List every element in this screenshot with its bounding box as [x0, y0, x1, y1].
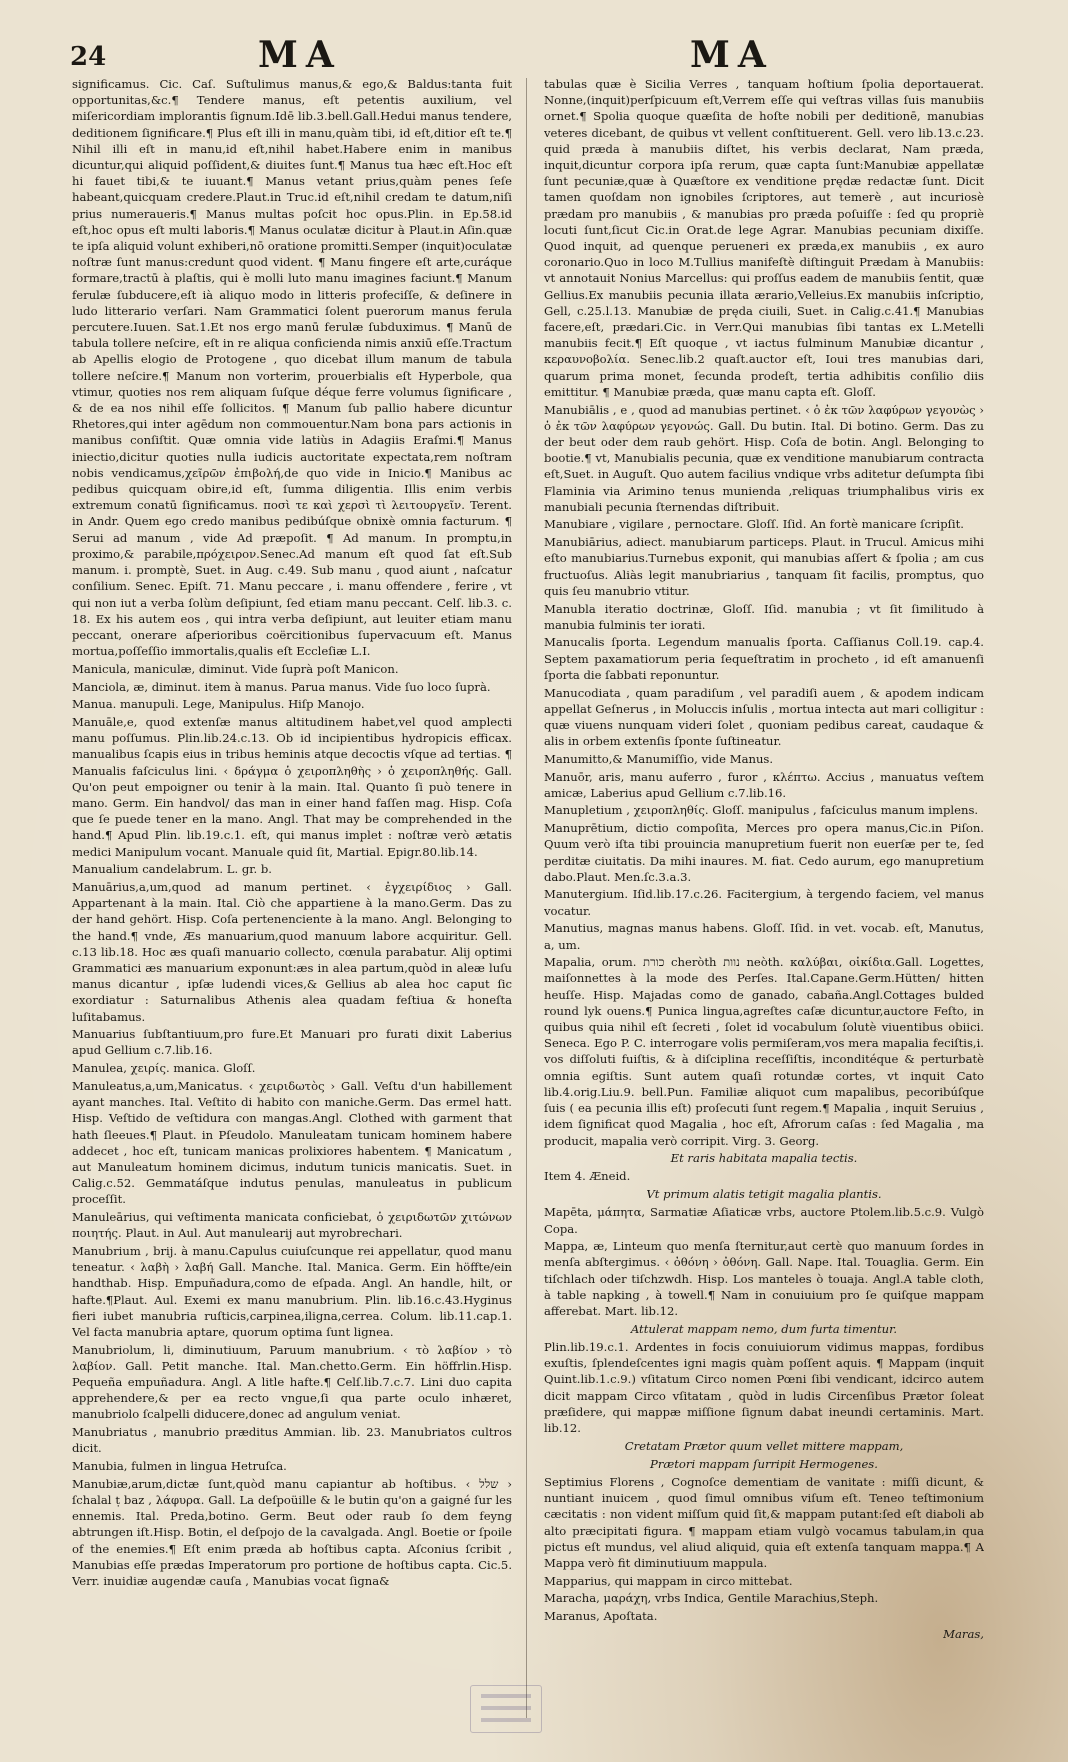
dictionary-entry: Manutius, magnas manus habens. Gloſſ. Iſid. in vet. vocab. eſt, Manutus, a, um.	[544, 921, 984, 952]
dictionary-entry: tabulas quæ è Sicilia Verres , tanquam hoſtium ſpolia deportauerat. Nonne,(inquit)perſpicuum eſt,Verrem eſſe qui veſtras villas ſuis manubiis ornet.¶ Spolia quoque quæſita de hoſte nobili per deditionē, manubias veteres dicebant, de quibus vt vellent conſtituerent. Gell. vero lib.13.c.23. quid præda à manubiis diſtet, his verbis declarat, Nam præda, inquit,dicuntur corpora ipſa rerum, quæ capta ſunt:Manubiæ appellatæ ſunt pecuniæ,quæ à Quæſtore ex venditione prędæ redactæ ſunt. Dicit tamen quoſdam non ignobiles ſcriptores, aut temerè , aut incuriosè prædam pro manubiis , & manubias pro præda poſuiſſe : ſed qu propriè locuti ſunt,ſicut Cic.in Orat.de lege Agrar. Manubias pecuniam dixiſſe. Quod inquit, ad quenque perueneri ex præda,ex manubiis , ex auro coronario.Quo in loco M.Tullius manifeſtè diſtinguit Prædam à Manubiis: vt annotauit Nonius Marcellus: qui proſſus eadem de manubiis ſentit, quæ Gellius.Ex manubiis pecunia illata ærario,Velleius.Ex manubiis inſcriptio, Gell, c.25.l.13. Manubiæ de pręda ciuili, Suet. in Calig.c.41.¶ Manubias facere,eſt, prædari.Cic. in Verr.Qui manubias ſibi tantas ex L.Metelli manubiis fecit.¶ Eſt quoque , vt iactus fulminum Manubiæ dicantur , κεραυνοβολία. Senec.lib.2 quaſt.auctor eſt, Ioui tres manubias dari, quarum prima monet, ſecunda prodeſt, tertia adhibitis conſilio diis emittitur. ¶ Manubiæ præda, quæ manu capta eſt. Gloſſ.	[544, 77, 984, 399]
dictionary-entry: Manumitto,& Manumiſſio, vide Manus.	[544, 751, 774, 766]
dictionary-entry: Mapalia, orum. כורת cheròth נוות neòth. καλύβαι, οἰκίδια.Gall. Logettes, maiſonnettes à la mode des Perſes. Ital.Capane.Germ.Hütten/ hitten heuſſe. Hisp. Majadas como de ganado, cabaña.Angl.Cottages bulded round lyk ouens.¶ Punica lingua,agreſtes caſæ dicuntur,auctore Feſto, in quibus quia nihil eſt ſecreti , ſolet id vocabulum ſolutè viuentibus obiici. Seneca. Ego P. C. interrogare volis permiſeram,vos mera mapalia feciſtis,i. vos diſſoluti fuiſtis, & à diſciplina receſſiſtis, inconditéque & perturbatè omnia egiſtis. Sunt autem quaſi rotundæ cortes, vt inquit Cato lib.4.orig.Liu.9. bell.Pun. Familiæ aliquot cum mapalibus, pecoribúſque ſuis ( ea pecunia illis eſt) proſecuti ſunt regem.¶ Mapalia , inquit Seruius , idem ſignificat quod Magalia , hoc eſt, Afrorum caſas : ſed Magalia , ma producit, mapalia verò corripit. Virg. 3. Georg.	[544, 955, 984, 1148]
dictionary-entry: Maracha, μαράχη, vrbs Indica, Gentile Marachius,Steph.	[544, 1591, 879, 1606]
library-stamp	[470, 1685, 542, 1733]
dictionary-entry: Manuōr, aris, manu auferro , furor , κλέπτω. Accius , manuatus veſtem amicæ, Laberius apud Gellium c.7.lib.16.	[544, 769, 984, 800]
dictionary-entry: Manubiare , vigilare , pernoctare. Gloſſ. Iſid. An fortè manicare ſcripſit.	[544, 517, 964, 532]
dictionary-entry: Maras,	[943, 1627, 984, 1642]
dictionary-entry: Manulea, χειρίς. manica. Gloſſ.	[72, 1061, 256, 1076]
dictionary-entry: Mappa, æ, Linteum quo menſa ſternitur,aut certè quo manuum ſordes in menſa abſtergimus. ‹ ὀθόνη › ὀθόνη. Gall. Nape. Ital. Touaglia. Germ. Ein tiſchlach oder tiſchzwdh. Hisp. Los manteles ò touaja. Angl.A table cloth, à table napking , à towell.¶ Nam in conuiuium pro ſe quiſque mappam afferebat. Mart. lib.12.	[544, 1239, 984, 1319]
dictionary-entry: Manuleārius, qui veſtimenta manicata conficiebat, ὁ χειριδωτῶν χιτώνων ποιητής. Plaut. in Aul. Aut manulearij aut myrobrechari.	[72, 1210, 512, 1241]
dictionary-entry: Manicula, maniculæ, diminut. Vide ſuprà poſt Manicon.	[72, 661, 399, 676]
dictionary-entry: Manutergium. Iſid.lib.17.c.26. Facitergium, à tergendo faciem, vel manus vocatur.	[544, 887, 984, 918]
dictionary-entry: Manuārius,a,um,quod ad manum pertinet. ‹ ἐγχειρίδιος › Gall. Appartenant à la main. Ital. Ciò che appartiene à la mano.Germ. Das zu der hand gehört. Hisp. Coſa pertenenciente à la mano. Angl. Belonging to the hand.¶ vnde, Æs manuarium,quod manuum labore acquiritur. Gell. c.13 lib.18. Hoc æs quaſi manuario collecto, cœnula parabatur. Alij optimi Grammatici æs manuarium exponunt:æs in alea partum,quòd in aleæ luſu manus dicantur , ipſæ ludendi vices,& Gellius ab alea hoc caput ſic exordiatur : Saturnalibus Athenis alea quadam feſtiua & honeſta luſitabamus.	[72, 879, 512, 1024]
dictionary-entry: Manucalis ſporta. Legendum manualis ſporta. Caſſianus Coll.19. cap.4. Septem paxamatiorum peria ſequeſtratim in procheto , id eſt amanuenſi ſporta die ſabbati reponuntur.	[544, 635, 984, 682]
dictionary-entry: Manubla iteratio doctrinæ, Gloſſ. Iſid. manubia ; vt ſit ſimilitudo à manubia fulminis ter iorati.	[544, 601, 984, 632]
column-divider	[526, 78, 527, 1718]
dictionary-entry: Manubiālis , e , quod ad manubias pertinet. ‹ ὁ ἐκ τῶν λαφύρων γεγονὼς › ὁ ἐκ τῶν λαφύρων γεγονώς. Gall. Du butin. Ital. Di botino. Germ. Das zu der beut oder dem raub gehört. Hisp. Coſa de botin. Angl. Belonging to bootie.¶ vt, Manubialis pecunia, quæ ex venditione manubiarum contracta eſt,Suet. in Auguſt. Quo autem facilius vndique vrbs aditetur deſumpta ſibi Flaminia via Arimino tenus munienda ,reliquas triumphalibus viris ex manubiali pecunia ſternendas diſtribuit.	[544, 402, 984, 514]
dictionary-entry: Cretatam Prætor quum vellet mittere mappam,	[624, 1438, 904, 1453]
dictionary-entry: Manciola, æ, diminut. item à manus. Parua manus. Vide ſuo loco ſuprà.	[72, 679, 491, 694]
dictionary-entry: Mapēta, μάπητα, Sarmatiæ Aſiaticæ vrbs, auctore Ptolem.lib.5.c.9. Vulgò Copa.	[544, 1205, 984, 1236]
dictionary-entry: Manubriatus , manubrio præditus Ammian. lib. 23. Manubriatos cultros dicit.	[72, 1425, 512, 1456]
dictionary-entry: Manubiārius, adiect. manubiarum particeps. Plaut. in Trucul. Amicus mihi eſto manubiarius.Turnebus exponit, qui manubias aſſert & ſpolia ; am cus fructuoſus. Aliàs legit manubriarius , tanquam ſit facilis, promptus, quo quis ſeu manubrio vtitur.	[544, 535, 984, 598]
dictionary-entry: Manubriolum, li, diminutiuum, Paruum manubrium. ‹ τὸ λαβίον › τὸ λαβίον. Gall. Petit manche. Ital. Man.chetto.Germ. Ein höffrlin.Hisp. Pequeña empuñadura. Angl. A litle hafte.¶ Celſ.lib.7.c.7. Lini duo capita apprehendere,& per ea recto vngue,ſi qua parte oculo inhæret, manubriolo ſcalpelli diducere,donec ad angulum veniat.	[72, 1342, 512, 1422]
dictionary-entry: Item 4. Æneid.	[544, 1169, 631, 1184]
dictionary-entry: Septimius Florens , Cognoſce dementiam de vanitate : miſſi dicunt, & nuntiant inuicem , quod ſimul omnibus viſum eſt. Teneo teſtimonium cæcitatis : non vident miſſum quid ſit,& mappam putant:ſed eſt diaboli ab alto præcipitati figura. ¶ mappam etiam vulgò vocamus tabulam,in qua pictus eſt mundus, vel aliud aliquid, quia eſt extenſa tanquam mappa.¶ A Mappa verò fit diminutiuum mappula.	[544, 1475, 984, 1571]
dictionary-entry: Manualium candelabrum. L. gr. b.	[72, 862, 272, 877]
dictionary-entry: Manuāle,e, quod extenſæ manus altitudinem habet,vel quod amplecti manu poſſumus. Plin.lib.24.c.13. Ob id incipientibus hydropicis efficax. manualibus ſcapis eius in tribus heminis atque decoctis vſque ad tertias. ¶ Manualis faſciculus lini. ‹ δράγμα ὁ χειροπληθὴς › ὁ χειροπληθής. Gall. Qu'on peut empoigner ou tenir à la main. Ital. Quanto ſi può tenere in mano. Germ. Ein handvol/ das man in einer hand faſſen mag. Hisp. Coſa que ſe puede tener en la mano. Angl. That may be comprehended in the hand.¶ Apud Plin. lib.19.c.1. eſt, qui manus implet : noſtræ verò ætatis medici Manipulum vocant. Manuale quid ſit, Martial. Epigr.80.lib.14.	[72, 714, 512, 859]
dictionary-entry: Et raris habitata mapalia tectis.	[670, 1151, 858, 1166]
dictionary-entry: Manucodiata , quam paradiſum , vel paradiſi auem , & apodem indicam appellat Geſnerus , in Moluccis inſulis , mortua intecta aut mari colligitur : quæ viuens nunquam videri ſolet , quoniam pedibus careat, caudaque & alis in orbem extenſis ſponte ſuſtineatur.	[544, 685, 984, 749]
running-head-left: MA	[258, 34, 342, 76]
dictionary-entry: Manuarius ſubſtantiuum,pro fure.Et Manuari pro furati dixit Laberius apud Gellium c.7.lib.16.	[72, 1027, 512, 1058]
right-column	[544, 76, 984, 1736]
dictionary-entry: Manubia, fulmen in lingua Hetruſca.	[72, 1459, 287, 1474]
dictionary-entry: Mapparius, qui mappam in circo mittebat.	[544, 1573, 793, 1588]
dictionary-entry: Vt primum alatis tetigit magalia plantis.	[646, 1187, 882, 1202]
dictionary-entry: Manupletium , χειροπληθίς. Gloſſ. manipulus , faſciculus manum implens.	[544, 803, 979, 818]
dictionary-entry: Prætori mappam ſurripit Hermogenes.	[650, 1456, 878, 1471]
running-head-right: MA	[690, 34, 774, 76]
dictionary-entry: Attulerat mappam nemo, dum furta timentur.	[630, 1321, 898, 1336]
dictionary-entry: Manubiæ,arum,dictæ ſunt,quòd manu capiantur ab hoſtibus. ‹ שלל › ſchalal ṭ baz , λάφυρα. Gall. La deſpoüille & le butin qu'on a gaigné ſur les ennemis. Ital. Preda,botino. Germ. Beut oder raub ſo dem feyng abtrungen iſt.Hisp. Botin, el deſpojo de la cavalgada. Angl. Boetie or ſpoile of the enemies.¶ Eſt enim præda ab hoſtibus capta. Aſconius ſcribit , Manubias eſſe prædas Imperatorum pro portione de hoſtibus capta. Cic.5. Verr. inuidiæ augendæ cauſa , Manubias vocat ſigna&	[72, 1476, 512, 1588]
dictionary-entry: significamus. Cic. Caſ. Suſtulimus manus,& ego,& Baldus:tanta fuit opportunitas,&c.¶ Tendere manus, eſt petentis auxilium, vel miſericordiam implorantis ſignum.Idē lib.3.bell.Gall.Hedui manus tendere, deditionem ſignificare.¶ Plus eſt illi in manu,quàm tibi, id eſt,ditior eſt te.¶ Nihil illi eſt in manu,id eſt,nihil habet.Habere enim in manibus dicuntur,qui aliquid poſſident,& diuites ſunt.¶ Manus tua hæc eſt.Hoc eſt hi fauet tibi,& te iuuant.¶ Manus vetant prius,quàm penes ſeſe habeant,quicquam credere.Plaut.in Truc.id eſt,nihil credam te datum,niſi prius numeraueris.¶ Manus multas poſcit hoc opus.Plin. in Ep.58.id eſt,hoc opus eſt multi laboris.¶ Manus oculatæ dicitur à Plaut.in Aſin.quæ te ipſa aliquid volunt exhiberi,nō oratione promitti.Semper (inquit)oculatæ noſtræ ſunt manus:credunt quod vident. ¶ Manu fingere eſt arte,curáque formare,tractū à plaſtis, qui è molli luto manu imagines faciunt.¶ Manum ferulæ ſubducere,eſt ià aliquo modo in litteris profeciſſe, & deſinere in ludo litterario verſari. Nam Grammatici ſolent puerorum manus ferula percutere.Iuuen. Sat.1.Et nos ergo manū ferulæ ſubduximus. ¶ Manū de tabula tollere neſcire, eſt in re aliqua conficienda nimis anxiū eſſe.Tractum ab Apellis elogio de Protogene , quo dicebat illum manum de tabula tollere neſcire.¶ Manum non vorterim, prouerbialis eſt Hyperbole, qua vtimur, quoties nos rem aliquam ſuſque déque ferre volumus ſignificare , & de ea nos nihil eſſe ſollicitos. ¶ Manum ſub pallio habere dicuntur Rhetores,qui inter agēdum non commouentur.Nam bona pars actionis in manibus conſiſtit. Quæ omnia vide latiùs in Adagiis Eraſmi.¶ Manus iniectio,dicitur quoties nulla iudicis auctoritate expectata,rem noſtram nobis vendicamus,χεῖρῶν ἐπιβολή,de quo vide in Inicio.¶ Manibus ac pedibus quicquam obire,id eſt, ſumma diligentia. Illis enim verbis extremum conatū ſignificamus. ποσὶ τε καὶ χερσὶ τὶ λειτουργεῖν. Terent. in Andr. Quem ego credo manibus pedibúſque obnixè omnia facturum. ¶ Serui ad manum , vide Ad præpoſit. ¶ Ad manum. In promptu,in proximo,& parabile,πρόχειρον.Senec.Ad manum eſt quod ſat eſt.Sub manum. i. promptè, Suet. in Aug. c.49. Sub manu , quod aiunt , naſcatur conſilium. Senec. Epiſt. 71. Manu peccare , i. manu offendere , ferire , vt qui non iut a verba ſolùm deſipiunt, ſed etiam manu peccant. Celſ. lib.3. c. 18. Ex his autem eos , qui intra verba deſipiunt, aut leuiter etiam manu peccant, onerare aſperioribus coërcitionibus ſupervacuum eſt. Manus mortua,poſſeſſio immortalis,qualis eſt Eccleſiæ L.I.	[72, 77, 512, 659]
dictionary-entry: Maranus, Apoſtata.	[544, 1609, 658, 1624]
dictionary-entry: Manua. manupuli. Lege, Manipulus. Hiſp Manojo.	[72, 697, 365, 712]
page-number: 24	[70, 42, 107, 72]
dictionary-entry: Manubrium , brij. à manu.Capulus cuiuſcunque rei appellatur, quod manu teneatur. ‹ λαβὴ › λαβή Gall. Manche. Ital. Manica. Germ. Ein höffte/ein handthab. Hisp. Empuñadura,como de eſpada. Angl. An handle, hilt, or hafte.¶Plaut. Aul. Exemi ex manu manubrium. Plin. lib.16.c.43.Hyginus fieri iubet manubria ruſticis,carpinea,iligna,cerrea. Colum. lib.11.cap.1. Vel facta manubria aptare, quorum optima ſunt lignea.	[72, 1243, 512, 1339]
left-column	[72, 76, 512, 1736]
dictionary-entry: Manuprētium, dictio compoſita, Merces pro opera manus,Cic.in Piſon. Quum verò iſta tibi prouincia manupretium fuerit non euerſæ per te, ſed perditæ ciuitatis. Da mihi inaures. M. fiat. Cedo aurum, ego manupretium dabo.Plaut. Men.ſc.3.a.3.	[544, 821, 984, 884]
dictionary-entry: Plin.lib.19.c.1. Ardentes in focis conuiuiorum vidimus mappas, fordibus exuſtis, ſplendeſcentes igni magis quàm poſſent aquis. ¶ Mappam (inquit Quint.lib.1.c.9.) vſitatum Circo nomen Pœni ſibi vendicant, idcirco autem dicit mappam Circo vſitatam , quòd in ludis Circenſibus Prætor ſoleat præſidere, qui mappæ miſſione ſignum dabat ineundi certaminis. Mart. lib.12.	[544, 1339, 984, 1435]
dictionary-entry: Manuleatus,a,um,Manicatus. ‹ χειριδωτὸς › Gall. Veſtu d'un habillement ayant manches. Ital. Veſtito di habito con maniche.Germ. Das ermel hatt. Hisp. Veſtido de veſtidura con mangas.Angl. Clothed with garment that hath ſleeues.¶ Plaut. in Pſeudolo. Manuleatam tunicam hominem habere addecet , hoc eſt, tunicam manicas prolixiores habentem. ¶ Manicatum , aut Manuleatum hominem dicimus, indutum tunicis manicatis. Suet. in Calig.c.52. Gemmatáſque indutus penulas, manuleatus in publicum proceſſit.	[72, 1078, 512, 1207]
